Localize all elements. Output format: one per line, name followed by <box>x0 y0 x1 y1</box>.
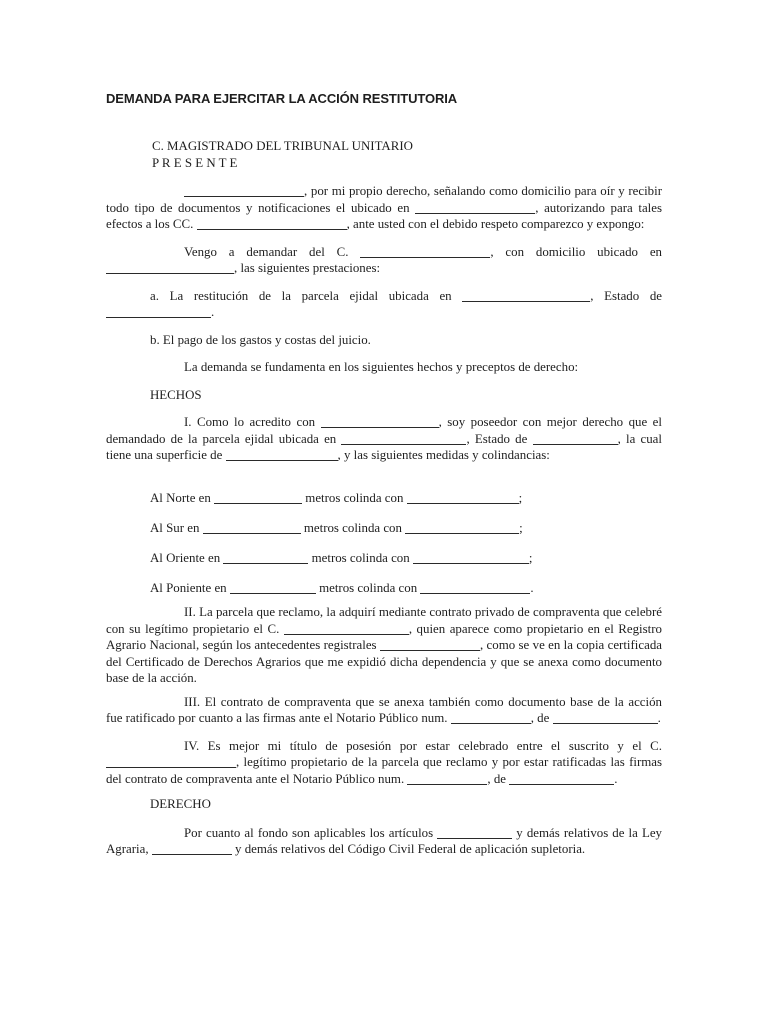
fact-3-text-2: , de <box>530 711 553 725</box>
fill-in-blank <box>553 713 658 724</box>
fact-4-text-3: , de <box>487 771 510 786</box>
law-paragraph <box>106 825 662 858</box>
fill-in-blank <box>226 450 338 461</box>
hechos-heading: HECHOS <box>150 387 202 402</box>
fill-in-blank <box>321 417 439 428</box>
fact-4-text-2: , legítimo propietario de la parcela que reclamo y por estar ratificadas las firmas del contrato de compraventa ante el Notario Público num. <box>106 755 662 786</box>
fill-in-blank <box>451 713 531 724</box>
boundary-line-west <box>150 580 662 597</box>
fact-1-text-5: , y las siguientes medidas y colindancias: <box>337 448 550 462</box>
fill-in-blank <box>106 263 234 274</box>
fill-in-blank <box>509 774 614 785</box>
fill-in-blank <box>407 493 519 504</box>
item-a-text-3: . <box>211 305 215 319</box>
boundary-north-text-1: Al Norte en <box>150 490 215 505</box>
fill-in-blank <box>341 434 466 445</box>
boundary-north-text-3: ; <box>518 490 523 505</box>
fact-4-text-4: . <box>614 771 618 786</box>
boundary-west-text-1: Al Poniente en <box>150 580 230 595</box>
document-title: DEMANDA PARA EJERCITAR LA ACCIÓN RESTITUTORIA <box>106 91 458 106</box>
boundary-east-text-2: metros colinda con <box>308 550 413 565</box>
fill-in-blank <box>415 203 535 214</box>
fill-in-blank <box>284 624 409 635</box>
fill-in-blank <box>197 219 347 230</box>
fill-in-blank <box>223 553 308 564</box>
fact-2-text-3: , como se ve en la copia certificada del Certificado de Derechos Agrarios que me expidió dicha dependencia y que se anexa como documento base de la acción. <box>106 638 662 685</box>
item-b-text: b. El pago de los gastos y costas del juicio. <box>150 332 371 347</box>
foundation-text: La demanda se fundamenta en los siguientes hechos y preceptos de derecho: <box>184 360 579 374</box>
fill-in-blank <box>214 493 302 504</box>
fact-3-paragraph <box>106 694 662 727</box>
fill-in-blank <box>106 307 211 318</box>
fact-2-paragraph <box>106 604 662 687</box>
fill-in-blank <box>407 774 487 785</box>
item-a-text-2: , Estado de <box>590 288 662 303</box>
fact-2-text-2: , quien aparece como propietario en el Registro Agrario Nacional, según los antecedentes registrales <box>106 621 662 652</box>
boundary-west-text-3: . <box>530 580 534 595</box>
claim-text-3: , las siguientes prestaciones: <box>234 261 381 275</box>
addressee-line-magistrado: C. MAGISTRADO DEL TRIBUNAL UNITARIO <box>152 139 413 153</box>
law-text-2: y demás relativos de la Ley Agraria, <box>106 825 662 856</box>
item-a-text-1: a. La restitución de la parcela ejidal ubicada en <box>150 288 463 303</box>
fill-in-blank <box>533 434 618 445</box>
boundary-line-north <box>150 490 662 507</box>
derecho-heading: DERECHO <box>150 797 211 811</box>
fill-in-blank <box>106 757 236 768</box>
fill-in-blank <box>413 553 529 564</box>
boundary-west-text-2: metros colinda con <box>315 580 421 595</box>
fact-4-paragraph <box>106 738 662 788</box>
fill-in-blank <box>405 523 519 534</box>
petition-item-a <box>106 288 662 321</box>
fact-1-text-4: , la cual tiene una superficie de <box>106 431 662 462</box>
addressee-block <box>152 138 662 171</box>
fact-1-paragraph <box>106 414 662 464</box>
fill-in-blank <box>437 828 512 839</box>
boundary-south-text-2: metros colinda con <box>300 520 406 535</box>
claim-text-2: , con domicilio ubicado en <box>490 244 662 259</box>
boundary-line-east <box>150 550 662 567</box>
boundary-north-text-2: metros colinda con <box>302 490 407 505</box>
law-text-1: Por cuanto al fondo son aplicables los artículos <box>184 825 438 840</box>
fact-1-text-1: I. Como lo acredito con <box>184 415 321 429</box>
fill-in-blank <box>420 583 530 594</box>
fill-in-blank <box>203 523 301 534</box>
fill-in-blank <box>184 186 304 197</box>
fill-in-blank <box>230 583 316 594</box>
boundary-line-south <box>150 520 662 537</box>
fact-1-text-3: , Estado de <box>466 431 533 446</box>
intro-text-1: , por mi propio derecho, señalando como domicilio para oír y recibir todo tipo de documentos y notificaciones el ubicado en <box>106 184 662 215</box>
fact-1-text-2: , soy poseedor con mejor derecho que el demandado de la parcela ejidal ubicada en <box>106 415 662 446</box>
fact-3-text-1: III. El contrato de compraventa que se anexa también como documento base de la acción fue ratificado por cuanto a las firmas ante el Notario Público num. <box>106 694 662 725</box>
foundation-paragraph <box>106 359 662 376</box>
claim-text-1: Vengo a demandar del C. <box>184 244 361 259</box>
boundary-south-text-3: ; <box>519 520 523 535</box>
fill-in-blank <box>462 291 590 302</box>
addressee-line-presente: P R E S E N T E <box>152 155 238 170</box>
intro-text-2: , autorizando para tales efectos a los CC. <box>106 200 662 231</box>
boundary-south-text-1: Al Sur en <box>150 520 203 535</box>
fill-in-blank <box>152 844 232 855</box>
fill-in-blank <box>380 640 480 651</box>
fact-4-text-1: IV. Es mejor mi título de posesión por estar celebrado entre el suscrito y el C. <box>184 738 662 753</box>
claim-paragraph <box>106 244 662 277</box>
intro-paragraph <box>106 183 662 233</box>
boundary-east-text-3: ; <box>528 550 533 565</box>
intro-text-3: , ante usted con el debido respeto comparezco y expongo: <box>346 217 645 231</box>
petition-item-b <box>106 332 662 349</box>
fact-3-text-3: . <box>657 711 661 725</box>
fill-in-blank <box>360 247 490 258</box>
law-text-3: y demás relativos del Código Civil Federal de aplicación supletoria. <box>231 842 586 856</box>
boundary-east-text-1: Al Oriente en <box>150 550 224 565</box>
fact-2-text-1: II. La parcela que reclamo, la adquirí mediante contrato privado de compraventa que celebré con su legítimo propietario el C. <box>106 605 662 636</box>
